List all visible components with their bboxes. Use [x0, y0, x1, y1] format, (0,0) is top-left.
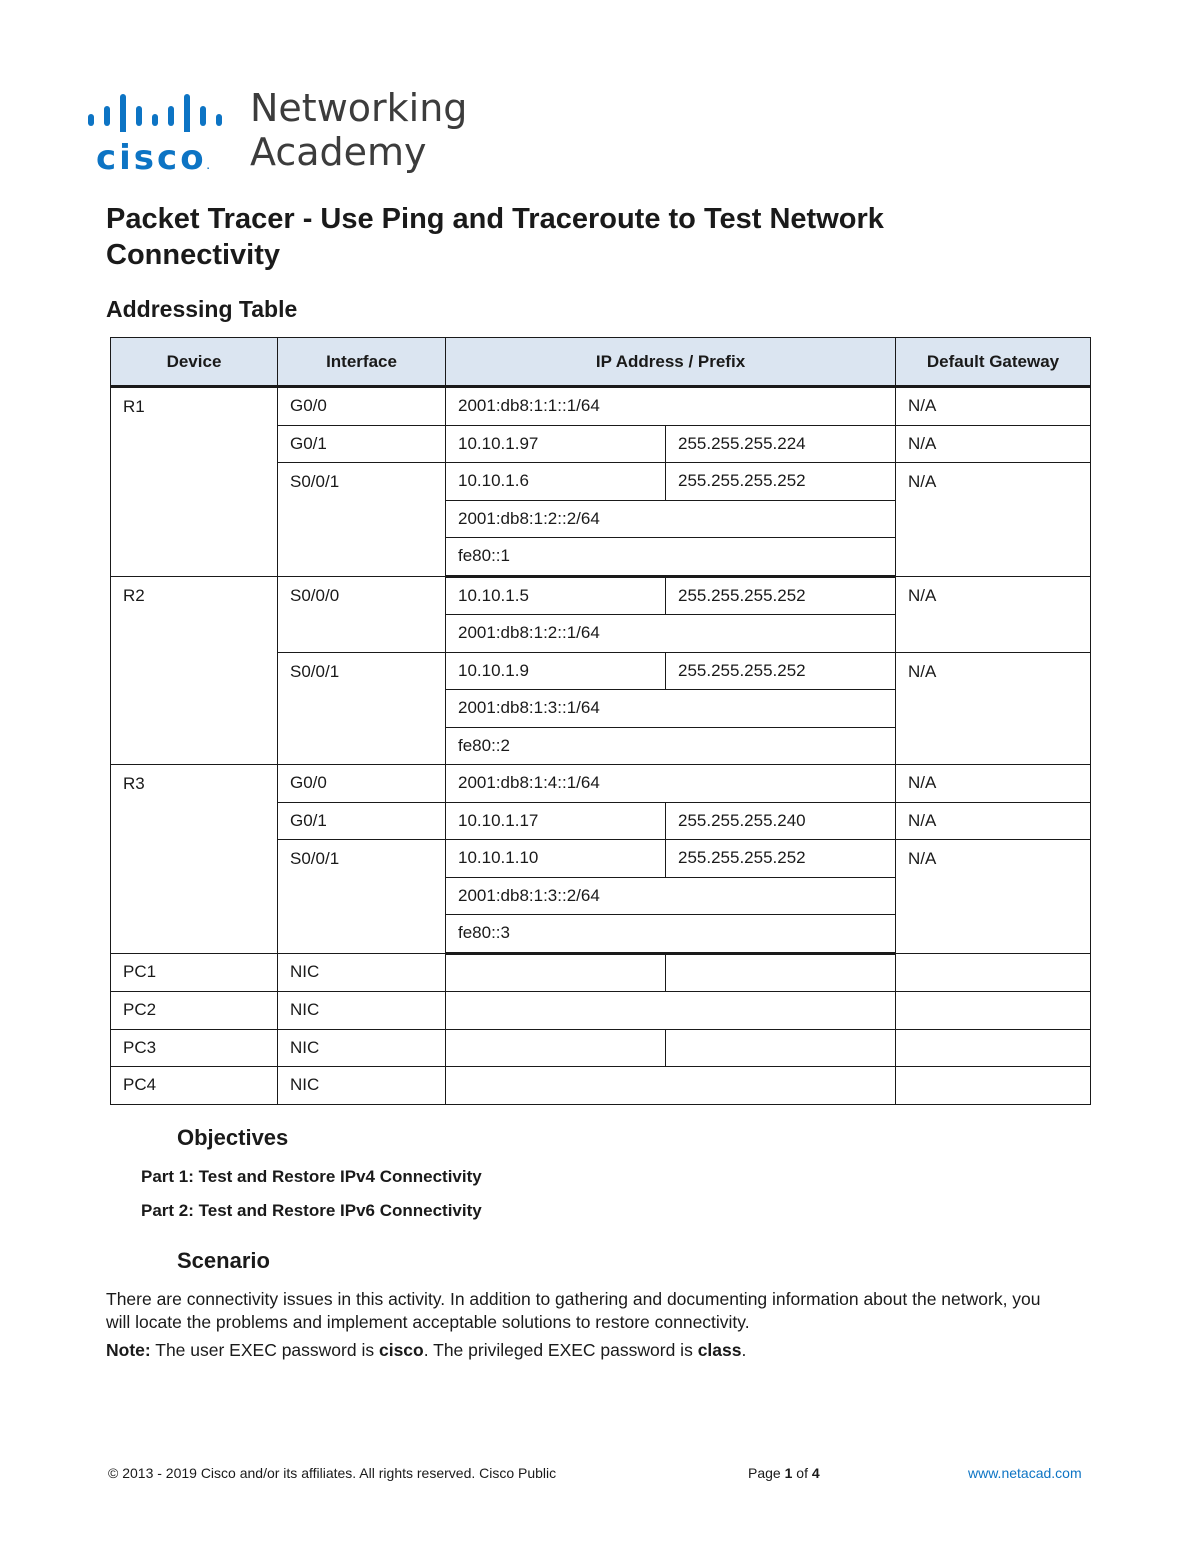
- table-header-row: [111, 338, 1091, 387]
- objectives-heading: Objectives: [177, 1125, 289, 1150]
- interface-cell: G0/1: [278, 425, 446, 463]
- header-default-gateway: Default Gateway: [896, 338, 1091, 387]
- table-row: [111, 953, 1091, 992]
- scenario-heading: Scenario: [177, 1248, 270, 1273]
- interface-cell: NIC: [278, 1029, 446, 1067]
- interface-cell: S0/0/1: [278, 652, 446, 765]
- ip-cell: 2001:db8:1:1::1/64: [446, 387, 896, 426]
- device-cell: PC2: [111, 992, 278, 1030]
- mask-cell: 255.255.255.252: [666, 652, 896, 690]
- interface-cell: NIC: [278, 953, 446, 992]
- gateway-cell-empty: [896, 1029, 1091, 1067]
- header-device: Device: [111, 338, 278, 387]
- ip-cell: fe80::2: [446, 727, 896, 765]
- document-title: Packet Tracer - Use Ping and Traceroute to Test Network Connectivity: [106, 203, 884, 271]
- gateway-cell-empty: [896, 1067, 1091, 1105]
- note-text-c: .: [741, 1340, 747, 1360]
- ip-cell: 10.10.1.97: [446, 425, 666, 463]
- interface-cell: NIC: [278, 992, 446, 1030]
- table-row: [111, 387, 1091, 426]
- cisco-logo: [86, 90, 246, 178]
- note-paragraph: [106, 1339, 1066, 1362]
- interface-cell: G0/0: [278, 387, 446, 426]
- ip-cell: 10.10.1.9: [446, 652, 666, 690]
- gateway-cell: N/A: [896, 463, 1091, 577]
- interface-cell: S0/0/1: [278, 463, 446, 577]
- gateway-cell: N/A: [896, 765, 1091, 803]
- privileged-exec-password: class: [697, 1340, 742, 1360]
- ip-cell: 10.10.1.5: [446, 576, 666, 615]
- ip-cell: fe80::1: [446, 538, 896, 577]
- mask-cell: 255.255.255.252: [666, 576, 896, 615]
- mask-cell-empty: [666, 953, 896, 992]
- ip-cell: 2001:db8:1:4::1/64: [446, 765, 896, 803]
- scenario-text: There are connectivity issues in this activity. In addition to gathering and documenting information about the network, you will locate the problems and implement acceptable solutions to restore connectivity.: [106, 1289, 1041, 1332]
- gateway-cell: N/A: [896, 652, 1091, 765]
- ip-cell: fe80::3: [446, 915, 896, 954]
- gateway-cell: N/A: [896, 387, 1091, 426]
- ip-cell: 2001:db8:1:2::2/64: [446, 500, 896, 538]
- ip-cell: 2001:db8:1:3::1/64: [446, 690, 896, 728]
- gateway-cell-empty: [896, 992, 1091, 1030]
- table-row: [111, 765, 1091, 803]
- gateway-cell: N/A: [896, 840, 1091, 954]
- header-ip-address: IP Address / Prefix: [446, 338, 896, 387]
- logo-line-academy: Academy: [250, 130, 427, 174]
- note-text-a: The user EXEC password is: [150, 1340, 379, 1360]
- user-exec-password: cisco: [378, 1340, 424, 1360]
- device-cell: R3: [111, 765, 278, 954]
- ip-cell-empty: [446, 1067, 896, 1105]
- mask-cell: 255.255.255.252: [666, 463, 896, 501]
- objective-part-1: Part 1: Test and Restore IPv4 Connectivity: [141, 1167, 482, 1186]
- device-cell: PC4: [111, 1067, 278, 1105]
- gateway-cell-empty: [896, 953, 1091, 992]
- cisco-wordmark: cisco.: [96, 138, 213, 178]
- interface-cell: S0/0/0: [278, 576, 446, 652]
- gateway-cell: N/A: [896, 576, 1091, 652]
- ip-cell: 2001:db8:1:3::2/64: [446, 877, 896, 915]
- table-row: [111, 992, 1091, 1030]
- ip-cell: 10.10.1.10: [446, 840, 666, 878]
- objective-part-2: Part 2: Test and Restore IPv6 Connectivity: [141, 1201, 482, 1220]
- table-row: [111, 576, 1091, 615]
- footer-page-number: Page 1 of 4: [748, 1465, 820, 1481]
- ip-cell: 10.10.1.17: [446, 802, 666, 840]
- mask-cell: 255.255.255.224: [666, 425, 896, 463]
- interface-cell: S0/0/1: [278, 840, 446, 954]
- interface-cell: NIC: [278, 1067, 446, 1105]
- header-interface: Interface: [278, 338, 446, 387]
- ip-cell: 2001:db8:1:2::1/64: [446, 615, 896, 653]
- device-cell: R2: [111, 576, 278, 765]
- ip-cell-empty: [446, 1029, 666, 1067]
- device-cell: PC1: [111, 953, 278, 992]
- ip-cell-empty: [446, 953, 666, 992]
- networking-academy-logo: [86, 84, 486, 184]
- netacad-link[interactable]: www.netacad.com: [968, 1465, 1082, 1481]
- ip-cell-empty: [446, 992, 896, 1030]
- device-cell: PC3: [111, 1029, 278, 1067]
- table-row: [111, 1067, 1091, 1105]
- cisco-bridge-bars-icon: [86, 90, 236, 132]
- gateway-cell: N/A: [896, 425, 1091, 463]
- interface-cell: G0/1: [278, 802, 446, 840]
- interface-cell: G0/0: [278, 765, 446, 803]
- addressing-table-heading: Addressing Table: [106, 296, 298, 322]
- table-row: [111, 1029, 1091, 1067]
- device-cell: R1: [111, 387, 278, 577]
- ip-cell: 10.10.1.6: [446, 463, 666, 501]
- logo-text: [250, 86, 467, 174]
- gateway-cell: N/A: [896, 802, 1091, 840]
- mask-cell: 255.255.255.252: [666, 840, 896, 878]
- logo-line-networking: Networking: [250, 86, 468, 130]
- footer-copyright: © 2013 - 2019 Cisco and/or its affiliates. All rights reserved. Cisco Public: [108, 1465, 557, 1481]
- footer-website[interactable]: [968, 1465, 1082, 1481]
- mask-cell-empty: [666, 1029, 896, 1067]
- note-text-b: . The privileged EXEC password is: [423, 1340, 698, 1360]
- addressing-table: [110, 337, 1091, 1105]
- note-label: Note:: [106, 1340, 151, 1360]
- mask-cell: 255.255.255.240: [666, 802, 896, 840]
